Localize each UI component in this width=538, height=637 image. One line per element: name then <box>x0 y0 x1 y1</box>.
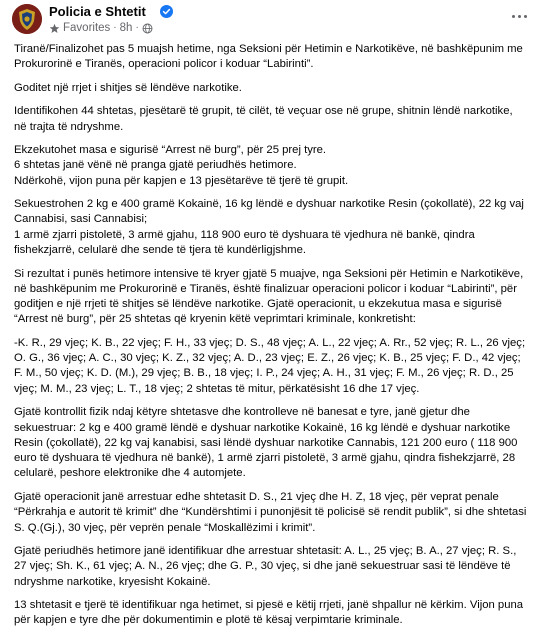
more-options-button[interactable] <box>507 6 531 26</box>
post-paragraph: Tiranë/Finalizohet pas 5 muajsh hetime, nga Seksioni për Hetimin e Narkotikëve, në bashkëpunim me Prokurorinë e Tiranës, operacioni policor i koduar “Labirinti”. <box>14 43 523 71</box>
meta-separator: · <box>135 22 139 33</box>
police-badge-icon <box>12 4 42 34</box>
favorites-star-icon <box>49 23 60 34</box>
page-avatar[interactable] <box>12 4 42 34</box>
more-options-icon <box>512 15 515 18</box>
post-paragraph: 13 shtetasit e tjerë të identifikuar nga hetimet, si pjesë e këtij rrjeti, janë shpallur në kërkim. Vijon puna për kapjen e tyre dhe për dokumentimin e plotë të kësaj verpimtarie kriminale. <box>14 599 524 627</box>
post-paragraph: Identifikohen 44 shtetas, pjesëtarë të grupit, të cilët, të veçuar ose në grupe, shitnin lëndë narkotike, në trajta të ndryshme. <box>14 105 513 133</box>
post-paragraph: Sekuestrohen 2 kg e 400 gramë Kokainë, 16 kg lëndë e dyshuar narkotike Resin (çokollatë), 22 kg vaj Cannabisi, sasi Cannabisi; 1 armë zjarri pistoletë, 3 armë gjahu, 118 900 euro të dyshuara të vjedhura në bankë, qindra fishekzjarrë, celularë dhe sende të tjera të kundërligjshme. <box>14 198 524 257</box>
globe-icon <box>142 23 153 34</box>
verified-badge-icon <box>160 5 173 18</box>
meta-separator: · <box>113 22 117 33</box>
post-paragraph: Gjatë operacionit janë arrestuar edhe shtetasit D. S., 21 vjeç dhe H. Z, 18 vjeç, për veprat penale “Përkrahja e autorit të krimit” dhe “Kundërshtimi i punonjësit të policisë së rendit publik”, si dhe shtetasi S. Q.(Gj.), 30 vjeç, për veprën penale “Moskallëzimi i krimit”. <box>14 490 527 534</box>
post-header <box>0 0 538 42</box>
post-time[interactable]: 8h <box>119 22 133 34</box>
post-paragraph: Gjatë periudhës hetimore janë identifikuar dhe arrestuar shtetasit: A. L., 25 vjeç; B. A., 27 vjeç; R. S., 27 vjeç; Sh. K., 61 vjeç; A. N., 26 vjeç; dhe G. P., 30 vjeç, si dhe janë sekuestruar sasi të lëndëve të ndryshme narkotike, kryesisht Kokainë. <box>14 545 517 588</box>
post-body <box>14 42 527 637</box>
post-paragraph: Si rezultat i punës hetimore intensive të kryer gjatë 5 muajve, nga Seksioni për Hetimin e Narkotikëve, në bashkëpunim me Prokurorinë e Tiranës, është finalizuar operacioni policor i koduar “Labirinti”, për goditjen e një rrjeti të shitjes së lëndëve narkotike. Gjatë operacionit, u ekzekutua masa e sigurisë “Arrest në burg”, për 25 shtetas që kryenin këtë veprimtari kriminale, konkretisht: <box>14 267 524 326</box>
post-paragraph: Ekzekutohet masa e sigurisë “Arrest në burg”, për 25 prej tyre. 6 shtetas janë vënë në pranga gjatë periudhës hetimore. Ndërkohë, vijon puna për kapjen e 13 pjesëtarëve të tjerë të grupit. <box>14 144 349 187</box>
post-meta <box>49 21 153 35</box>
audience-label[interactable]: Favorites <box>63 22 111 34</box>
post-paragraph: Goditet një rrjet i shitjes së lëndëve narkotike. <box>14 81 242 94</box>
post-paragraph: -K. R., 29 vjeç; K. B., 22 vjeç; F. H., 33 vjeç; D. S., 48 vjeç; A. L., 22 vjeç; A. Rr., 52 vjeç; R. L., 26 vjeç; O. G., 36 vjeç; A. C., 30 vjeç; K. Z., 32 vjeç; A. D., 23 vjeç; E. Z., 26 vjeç; K. B., 25 vjeç; F. D., 42 vjeç; F. M., 50 vjeç; K. D. (M.), 29 vjeç; B. B., 18 vjeç; I. P., 24 vjeç; A. H., 31 vjeç; F. M., 26 vjeç; R. D., 25 vjeç; M. M., 23 vjeç; L. T., 18 vjeç; 2 shtetas të mitur, përkatësisht 16 dhe 17 vjeç. <box>14 336 526 395</box>
post-paragraph: Gjatë kontrollit fizik ndaj këtyre shtetasve dhe kontrolleve në banesat e tyre, janë gjetur dhe sekuestruar: 2 kg e 400 gramë lëndë e dyshuar narkotike Kokainë, 16 kg lëndë e dyshuar narkotike Resin (çokollatë), 22 kg vaj kanabisi, sasi lëndë dyshuar narkotike Cannabis, 121 200 euro ( 118 900 euro të dyshuara të vjedhura në bankë), 1 armë zjarri pistoletë, 3 armë gjahu, qindra fishekzjarrë, 28 celularë, peshore elektronike dhe 4 automjete. <box>14 406 518 480</box>
page-name[interactable]: Policia e Shtetit <box>49 4 146 19</box>
